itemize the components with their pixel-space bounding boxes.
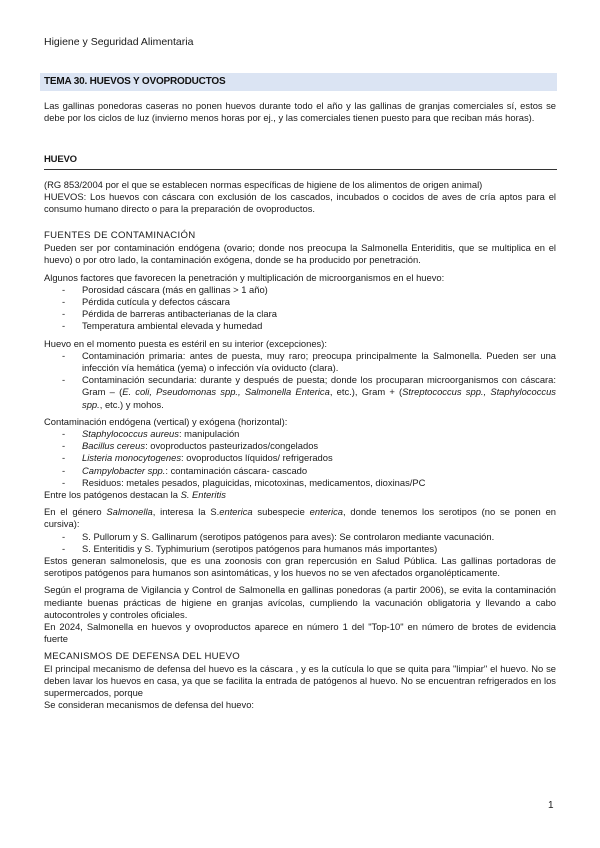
mecanismos-paragraph: El principal mecanismo de defensa del huevo es la cáscara , y es la cutícula lo que se quita para "limpiar" el huevo. No se deben lavar los huevos en casa, ya que se facilita la entrada de patógenos al huevo. No se encuentran refrigerados en los supermercados, porque [44,662,556,699]
rg-reference: (RG 853/2004 por el que se establecen normas específicas de higiene de los alimentos de origen animal) [44,179,483,190]
list-item: - Contaminación secundaria: durante y después de puesta; donde los procuparan microorganismos con cáscara: Gram – (E. coli, Pseudomonas spp., Salmonella Enterica, etc.), Gram + (Streptococcus spp., Staphylococcus spp., etc.) y mohos. [44,374,556,411]
list-item: - Pérdida cutícula y defectos cáscara [44,296,556,308]
mecanismos-intro: Se consideran mecanismos de defensa del huevo: [44,699,255,711]
factors-list [44,284,556,333]
list-item: - Pérdida de barreras antibacterianas de la clara [44,308,556,320]
salmonella-genus-paragraph: En el género Salmonella, interesa la S.enterica subespecie enterica, donde tenemos los serotipos (no se ponen en cursiva): [44,506,556,530]
fuentes-heading: FUENTES DE CONTAMINACIÓN [44,230,196,241]
list-item: - Temperatura ambiental elevada y humedad [44,320,556,332]
list-item: - S. Pullorum y S. Gallinarum (serotipos patógenos para aves): Se controlaron mediante vacunación. [44,531,556,543]
list-item: - Staphylococcus aureus: manipulación [44,428,556,440]
serotypes-list [44,531,556,555]
intro-paragraph: Las gallinas ponedoras caseras no ponen huevos durante todo el año y las gallinas de granjas comerciales sí, estos se debe por los ciclos de luz (invierno menos horas por ej., y las comerciales tienen puesto para que reciban más horas). [44,100,556,124]
list-item: - Campylobacter spp.: contaminación cáscara- cascado [44,465,556,477]
fuentes-text: Pueden ser por contaminación endógena (ovario; donde nos preocupa la Salmonella Enteriditis, que se multiplica en el huevo) o por otro lado, la contaminación exógena, donde se ha producido por penetración. [44,242,556,266]
control-program-paragraph: Según el programa de Vigilancia y Control de Salmonella en gallinas ponedoras (a partir 2006), se evita la contaminación mediante buenas prácticas de higiene en granjas avícolas, cumpliendo la vacunación obligatoria y llevando a cabo autocontroles y controles oficiales. [44,584,556,620]
huevo-definition: HUEVOS: Los huevos con cáscara con exclusión de los cascados, incubados o cocidos de aves de cría aptos para el consumo humano directo o para la preparación de ovoproductos. [44,191,556,215]
fuentes-section [44,230,556,712]
sterile-intro: Huevo en el momento puesta es estéril en su interior (excepciones): [44,337,327,349]
list-item: - Porosidad cáscara (más en gallinas > 1 año) [44,284,556,296]
list-item: - Listeria monocytogenes: ovoproductos líquidos/ refrigerados [44,452,556,464]
mecanismos-heading: MECANISMOS DE DEFENSA DEL HUEVO [44,650,241,662]
factors-intro: Algunos factores que favorecen la penetración y multiplicación de microorganismos en el huevo: [44,271,445,283]
pathogen-list [44,428,556,489]
top10-paragraph: En 2024, Salmonella en huevos y ovoproductos aparece en número 1 del "Top-10" en número de brotes de evidencia fuerte [44,621,556,645]
list-item: - S. Enteritidis y S. Typhimurium (serotipos patógenos para humanos más importantes) [44,543,556,555]
huevo-section [44,179,556,216]
list-item: - Bacillus cereus: ovoproductos pasteurizados/congelados [44,440,556,452]
tema-title-bar: TEMA 30. HUEVOS Y OVOPRODUCTOS [40,73,557,91]
salmonellosis-paragraph: Estos generan salmonelosis, que es una zoonosis con gran repercusión en Salud Pública. Las gallinas portadoras de serotipos patógenos para humanos son asintomáticas, y los huevos no se ven afectados organolépticamente. [44,555,556,579]
page-number: 1 [548,800,554,811]
endo-exo-intro: Contaminación endógena (vertical) y exógena (horizontal): [44,415,288,427]
pathogens-note: Entre los patógenos destacan la S. Enteritis [44,489,226,501]
huevo-heading: HUEVO [44,154,77,165]
header-title: Higiene y Seguridad Alimentaria [44,36,194,48]
contamination-types-list [44,350,556,411]
list-item: - Contaminación primaria: antes de puesta, muy raro; preocupa principalmente la Salmonella. Pueden ser una infección vía hemática (yema) o infección vía oviducto (clara). [44,350,556,374]
section-divider [44,169,557,170]
list-item: - Residuos: metales pesados, plaguicidas, micotoxinas, medicamentos, dioxinas/PC [44,477,556,489]
